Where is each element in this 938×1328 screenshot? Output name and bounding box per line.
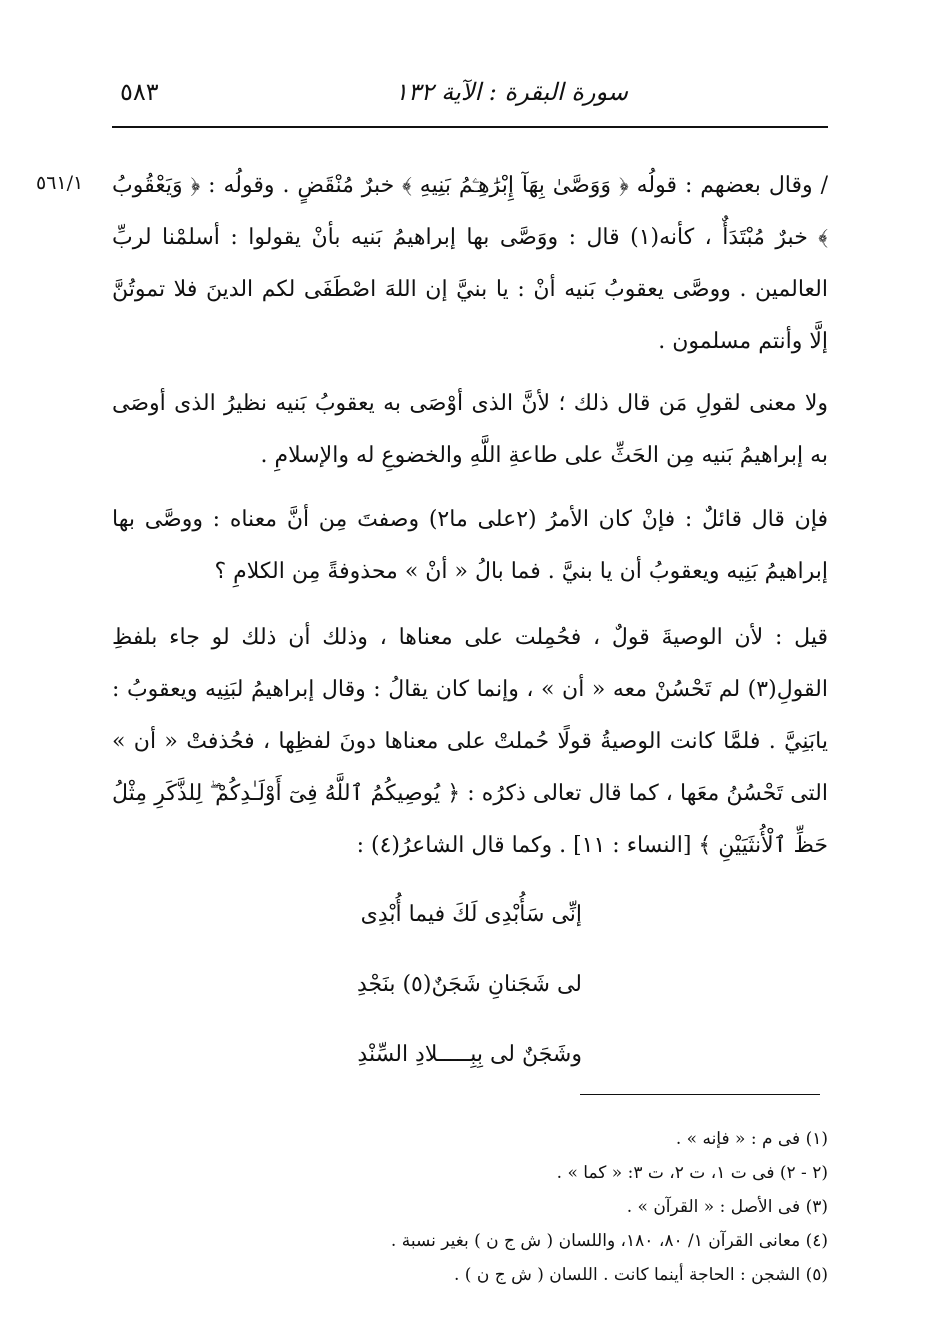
verse-line-1: إنِّى سَأُبْدِى لَكَ فيما أُبْدِى bbox=[360, 902, 582, 927]
verse-line-3: وشَجَنٌ لى بِبِـــــلادِ السِّنْدِ bbox=[357, 1042, 582, 1067]
poetry-verse bbox=[112, 880, 828, 1090]
footnote-3: (٣) فى الأصل : « القرآن » . bbox=[626, 1197, 828, 1217]
paragraph-2: ولا معنى لقولِ مَن قال ذلك ؛ لأنَّ الذى أوْصَى به يعقوبُ بَنيه نظيرُ الذى أوصَى به إبراهيمُ بَنيه مِن الحَثِّ على طاعةِ اللَّهِ والخضوعِ له والإسلامِ . bbox=[112, 391, 828, 468]
footnote-4: (٤) معانى القرآن ١/ ٨٠، ١٨٠، واللسان ( ش ج ن ) بغير نسبة . bbox=[390, 1231, 828, 1251]
header-title: سورة البقرة : الآية ١٣٢ bbox=[394, 78, 628, 106]
margin-reference: ٥٦١/١ bbox=[36, 172, 84, 194]
paragraph-4: قيل : لأن الوصيةَ قولٌ ، فحُمِلت على معناها ، وذلك أن ذلك لو جاء بلفظِ القولِ(٣) لم تَحْسُنْ معه « أن » ، وإنما كان يقالُ : وقال إبراهيمُ لبَنِيه ويعقوبُ : يابَنِيَّ . فلمَّا كانت الوصيةُ قولًا حُملتْ على معناها دونَ لفظِها ، فحُذفتْ « أن » التى تَحْسُنُ معَها ، كما قال تعالى ذكرُه : ﴿ يُوصِيكُمُ ٱللَّهُ فِىٓ أَوْلَـٰدِكُمْ ۖ لِلذَّكَرِ مِثْلُ حَظِّ ٱلْأُنثَيَيْنِ ﴾ [النساء : ١١] . وكما قال الشاعرُ(٤) : bbox=[112, 625, 828, 858]
footnotes bbox=[112, 1122, 828, 1292]
footnote-1: (١) فى م : « فإنه » . bbox=[675, 1129, 828, 1149]
running-header bbox=[112, 78, 828, 118]
footnote-rule bbox=[580, 1094, 820, 1095]
paragraph-3: فإن قال قائلٌ : فإنْ كان الأمرُ (٢على ما٢) وصفتَ مِن أنَّ معناه : ووصَّى بها إبراهيمُ بَنِيه ويعقوبُ أن يا بنيَّ . فما بالُ « أنْ » محذوفةً مِن الكلامِ ؟ bbox=[112, 507, 829, 584]
footnote-2: (٢ - ٢) فى ت ١، ت ٢، ت ٣: « كما » . bbox=[556, 1163, 828, 1183]
footnote-5: (٥) الشجن : الحاجة أينما كانت . اللسان ( ش ج ن ) . bbox=[454, 1265, 828, 1285]
page-number: ٥٨٣ bbox=[120, 78, 159, 106]
verse-line-2: لى شَجَنانِ شَجَنٌ(٥) بنَجْدِ bbox=[356, 972, 582, 997]
header-rule bbox=[112, 126, 828, 128]
paragraph-1: / وقال بعضهم : قولُه ﴿ وَوَصَّىٰ بِهَآ إِبْرَٰهِـۧمُ بَنِيهِ ﴾ خبرٌ مُنْقَضٍ . وقولُه : ﴿ وَيَعْقُوبُ ﴾ خبرٌ مُبْتَدَأٌ ، كأنه(١) قال : ووَصَّى بها إبراهيمُ بَنيه بأنْ يقولوا : أسلمْنا لربِّ العالمين . ووصَّى يعقوبُ بَنيه أنْ : يا بنيَّ إن اللهَ اصْطَفَى لكم الدينَ فلا تموتُنَّ إلَّا وأنتم مسلمون . bbox=[112, 173, 828, 354]
